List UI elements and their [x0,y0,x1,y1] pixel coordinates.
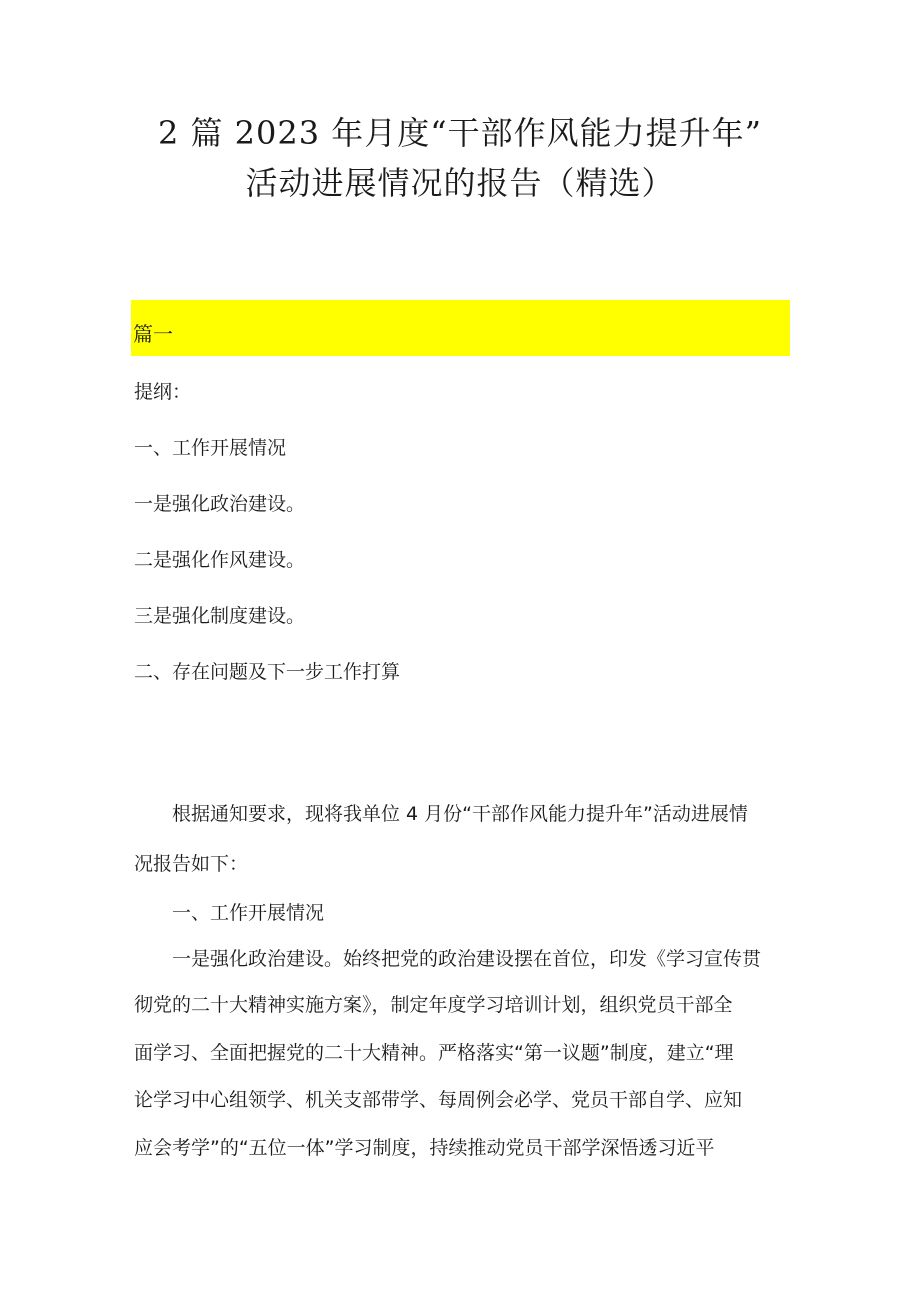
paragraph-line: 一是强化政治建设。始终把党的政治建设摆在首位，印发《学习宣传贯 [172,948,762,970]
paragraph-line: 应会考学”的“五位一体”学习制度，持续推动党员干部学深悟透习近平 [134,1137,715,1159]
intro-paragraph-line: 况报告如下： [134,853,249,875]
outline-item: 二是强化作风建设。 [134,549,306,571]
outline-item: 一是强化政治建设。 [134,493,306,515]
outline-item: 三是强化制度建设。 [134,605,306,627]
paragraph-line: 彻党的二十大精神实施方案》，制定年度学习培训计划，组织党员干部全 [134,994,733,1016]
intro-paragraph-line: 根据通知要求，现将我单位 4 月份“干部作风能力提升年”活动进展情 [172,803,748,825]
section-highlight-band [131,300,790,356]
paragraph-line: 论学习中心组领学、机关支部带学、每周例会必学、党员干部自学、应知 [134,1089,743,1111]
outline-item: 二、存在问题及下一步工作打算 [134,661,401,683]
outline-heading: 提纲： [134,381,192,403]
outline-item: 一、工作开展情况 [134,437,287,459]
section-heading: 一、工作开展情况 [172,902,325,924]
paragraph-line: 面学习、全面把握党的二十大精神。严格落实“第一议题”制度，建立“理 [134,1042,734,1064]
document-title-line-2: 活动进展情况的报告（精选） [245,164,675,202]
document-title-line-1: 2 篇 2023 年月度“干部作风能力提升年” [157,114,763,152]
section-label: 篇一 [133,322,173,346]
